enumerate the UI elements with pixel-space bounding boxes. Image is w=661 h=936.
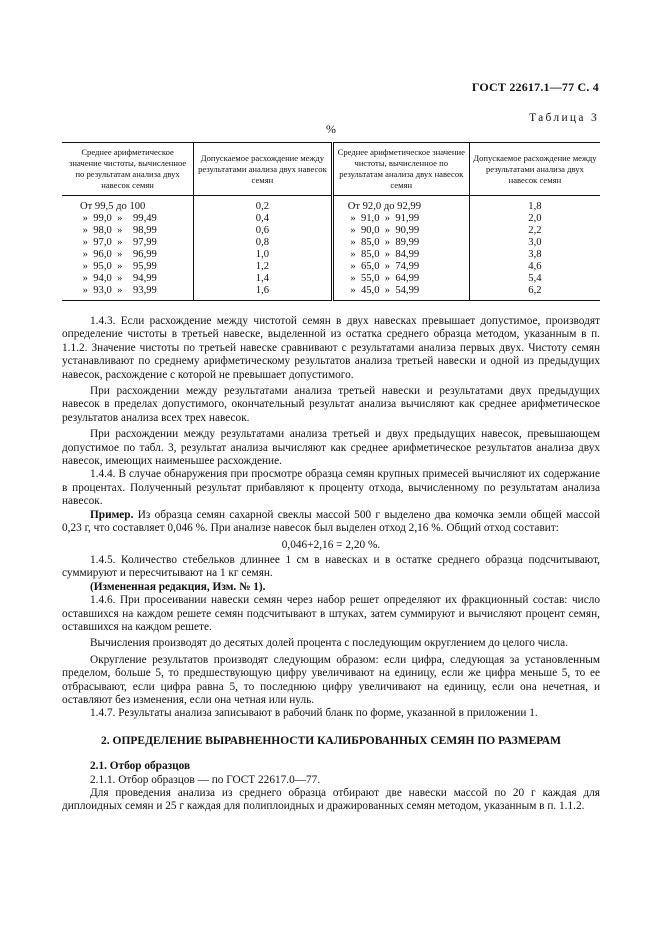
formula: 0,046+2,16 = 2,20 %. (281, 538, 381, 551)
paragraph-1-4-3: 1.4.3. Если расхождение между чистотой семян в двух навесках превышает допустимое, производят определение чистоты в третьей навеске, выделенной из остатка среднего образца методом, указанным в п. 1.1.2. Значение чистоты по третьей навеске сравнивают с результатами анализа первых двух. Чистоту семян устанавливают по среднему арифметическому результатов анализа третьей навески и одной из предыдущих навесок, расхождение с которой не превышает допустимого. (62, 315, 600, 381)
table-cell: » 45,0 » 54,99 (332, 285, 469, 301)
paragraph-third-sample: При расхождении между результатами анализа третьей навески и результатами двух предыдущих навесок в пределах допустимого, окончательный результат анализа вычисляют как среднее арифметическое результатов анализа всех трех навесок. (62, 385, 600, 424)
table-cell: » 94,0 » 94,99 (62, 273, 194, 285)
paragraph-2-1-1: 2.1.1. Отбор образцов — по ГОСТ 22617.0—77. (90, 773, 321, 786)
table-row (62, 249, 600, 261)
paragraph-sampling: Для проведения анализа из среднего образца отбирают две навески массой по 20 г каждая для диплоидных семян и 25 г каждая для полиплоидных и дражированных семян методом, указанным в п. 1.1.2. (62, 787, 600, 813)
table-row (62, 225, 600, 237)
table-cell: 1,2 (194, 261, 333, 273)
paragraph-1-4-4: 1.4.4. В случае обнаружения при просмотре образца семян крупных примесей вычисляют их содержание в процентах. Полученный результат прибавляют к проценту отхода, вычисленному по результатам анализа навесок. (62, 468, 600, 508)
table-cell: 1,0 (194, 249, 333, 261)
table-row (62, 213, 600, 225)
table-cell: » 65,0 » 74,99 (332, 261, 469, 273)
unit-label: % (326, 122, 336, 136)
table-cell: » 99,0 » 99,49 (62, 213, 194, 225)
table-cell: » 55,0 » 64,99 (332, 273, 469, 285)
paragraph-example (62, 509, 600, 536)
paragraph-1-4-7: 1.4.7. Результаты анализа записывают в рабочий бланк по форме, указанной в приложении 1. (90, 707, 538, 720)
table-row (62, 237, 600, 249)
table-cell: » 97,0 » 97,99 (62, 237, 194, 249)
table-cell: 5,4 (528, 273, 542, 284)
table-row (62, 285, 600, 301)
table-cell: От 99,5 до 100 (62, 196, 194, 214)
paragraph-rounding: Округление результатов производят следующим образом: если цифра, следующая за установленным пределом, больше 5, то предшествующую цифру увеличивают на единицу, если же цифра меньше 5, то ее отбрасывают, если цифра равна 5, то последнюю цифру увеличивают на единицу, если она нечетная, и оставляют без изменения, если она четная или нуль. (62, 653, 600, 706)
table-cell: » 95,0 » 95,99 (62, 261, 194, 273)
table-cell: 0,8 (194, 237, 333, 249)
table-cell: » 85,0 » 89,99 (332, 237, 469, 249)
table-cell: » 96,0 » 96,99 (62, 249, 194, 261)
table-row (62, 261, 600, 273)
table-cell: 2,2 (528, 225, 542, 236)
subsection-title: 2.1. Отбор образцов (90, 760, 191, 773)
example-text: Из образца семян сахарной свеклы массой 500 г выделено два комочка земли общей массой 0,23 г, что составляет 0,046 %. При анализе навесок был выделен отход 2,16 %. Общий отход составит: (62, 508, 600, 535)
table-cell: » 91,0 » 91,99 (332, 213, 469, 225)
table-cell: 2,0 (528, 213, 542, 224)
table-cell: 0,4 (194, 213, 333, 225)
table-cell: » 90,0 » 90,99 (332, 225, 469, 237)
table-cell: 4,6 (528, 261, 542, 272)
table-cell: » 98,0 » 98,99 (62, 225, 194, 237)
table-cell: 3,8 (528, 249, 542, 260)
header-tolerance-2: Допускаемое расхождение между результатами анализа двух навесок семян (469, 143, 600, 196)
header-tolerance-1: Допускаемое расхождение между результатами анализа двух навесок семян (194, 143, 333, 196)
table-cell: 1,4 (194, 273, 333, 285)
table-cell: 3,0 (528, 237, 542, 248)
page-header: ГОСТ 22617.1—77 С. 4 (471, 80, 599, 94)
header-mean-purity-1: Среднее арифметическое значение чистоты, вычисленное по результатам анализа двух навесок семян (62, 143, 194, 196)
table-cell: 0,6 (194, 225, 333, 237)
table-row (62, 273, 600, 285)
header-mean-purity-2: Среднее арифметическое значение чистоты, вычисленное по результатам анализа двух навесок семян (332, 143, 469, 196)
table-cell: От 92,0 до 92,99 (332, 196, 469, 214)
table-cell: » 93,0 » 93,99 (62, 285, 194, 301)
paragraph-1-4-5: 1.4.5. Количество стебельков длиннее 1 см в навесках и в остатке среднего образца подсчитывают, суммируют и пересчитывают на 1 кг семян. (62, 553, 600, 580)
paragraph-1-4-6: 1.4.6. При просеивании навески семян через набор решет определяют их фракционный состав: число оставшихся на каждом решете семян подсчитывают в штуках, затем суммируют и вычисляют процент семян, оставшихся на каждом решете. (62, 594, 600, 633)
purity-tolerance-table (62, 142, 600, 301)
table-row (62, 196, 600, 214)
table-cell: » 85,0 » 84,99 (332, 249, 469, 261)
table-cell: 1,6 (194, 285, 333, 301)
table-cell: 0,2 (194, 196, 333, 214)
section-title: 2. ОПРЕДЕЛЕНИЕ ВЫРАВНЕННОСТИ КАЛИБРОВАННЫХ СЕМЯН ПО РАЗМЕРАМ (101, 734, 561, 747)
amendment-note: (Измененная редакция, Изм. № 1). (90, 580, 266, 593)
table-label: Таблица 3 (529, 112, 599, 124)
paragraph-calculations: Вычисления производят до десятых долей процента с последующим округлением до целого числа. (90, 637, 568, 650)
table-cell: 6,2 (469, 285, 600, 301)
table-header-row (62, 143, 600, 196)
paragraph-exceeding: При расхождении между результатами анализа третьей и двух предыдущих навесок, превышающем допустимое по табл. 3, результат анализа вычисляют как среднее арифметическое результатов анализа двух навесок, имеющих наименьшее расхождение. (62, 428, 600, 468)
example-label: Пример. (90, 508, 134, 521)
table-cell: 1,8 (528, 201, 542, 212)
body-text (62, 315, 600, 814)
